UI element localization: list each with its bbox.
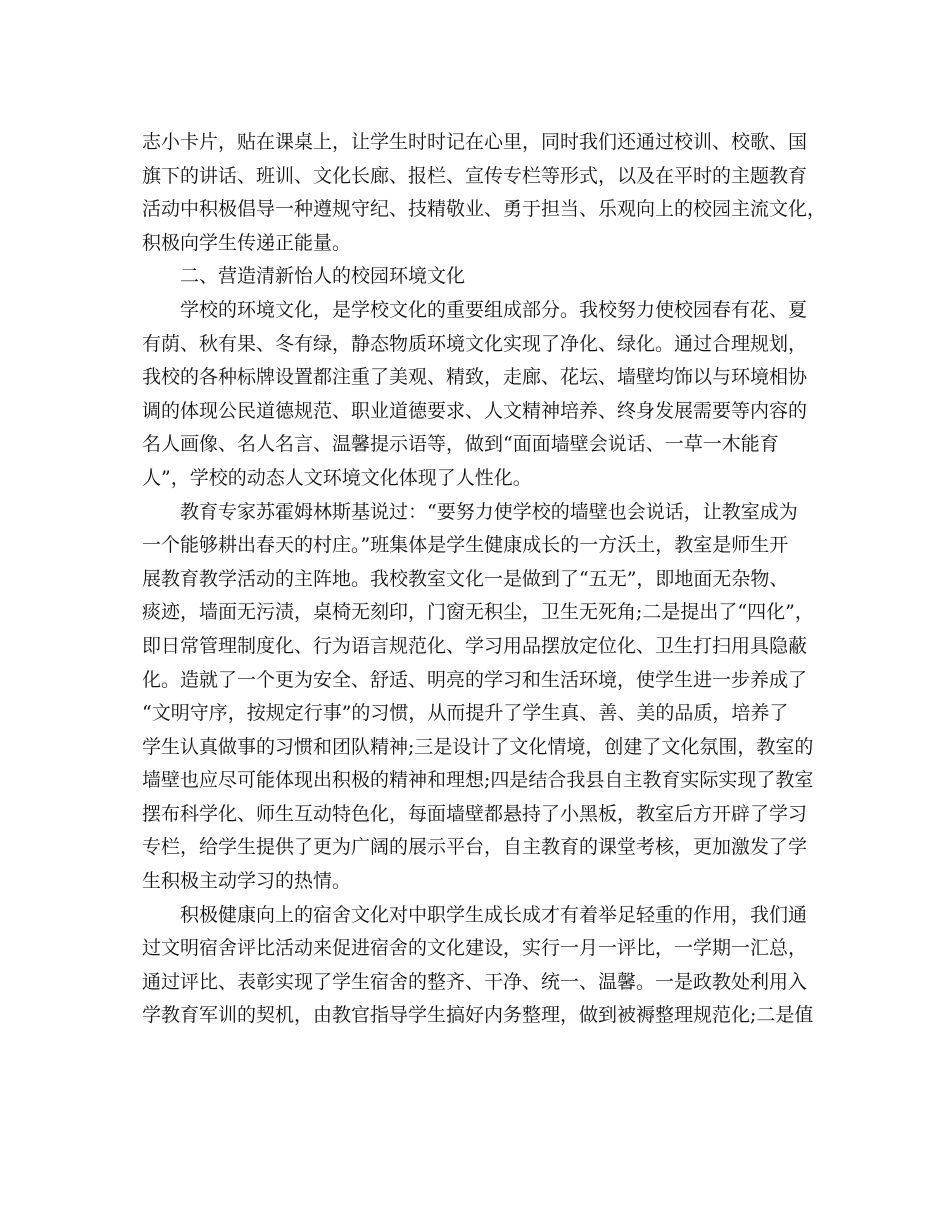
text-line: 即日常管理制度化、行为语言规范化、学习用品摆放定位化、卫生打扫用具隐蔽: [142, 634, 808, 657]
text-line: 过文明宿舍评比活动来促进宿舍的文化建设，实行一月一评比，一学期一汇总，: [142, 937, 808, 960]
text-line: 痰迹，墙面无污渍，桌椅无刻印，门窗无积尘，卫生无死角;二是提出了“四化”，: [142, 601, 814, 624]
text-line: 志小卡片，贴在课桌上，让学生时时记在心里，同时我们还通过校训、校歌、国: [142, 131, 808, 153]
text-line: 专栏，给学生提供了更为广阔的展示平台，自主教育的课堂考核，更加激发了学: [142, 836, 808, 859]
text-line: 学教育军训的契机，由教官指导学生搞好内务整理，做到被褥整理规范化;二是值: [142, 1004, 814, 1027]
text-line: 展教育教学活动的主阵地。我校教室文化一是做到了“五无”，即地面无杂物、: [142, 567, 789, 590]
text-line: 有荫、秋有果、冬有绿，静态物质环境文化实现了净化、绿化。通过合理规划，: [142, 332, 808, 355]
text-line: 生积极主动学习的热情。: [142, 870, 352, 893]
paragraph-dormitory-culture: [142, 899, 822, 1033]
text-line: “文明守序，按规定行事”的习惯，从而提升了学生真、善、美的品质，培养了: [142, 702, 789, 725]
paragraph-intro-continuation: [142, 126, 827, 260]
text-line: 一个能够耕出春天的村庄。”班集体是学生健康成长的一方沃土，教室是师生开: [142, 534, 789, 557]
section-heading-text: 二、营造清新怡人的校园环境文化: [180, 265, 466, 288]
text-line: 学校的环境文化，是学校文化的重要组成部分。我校努力使校园春有花、夏: [180, 298, 808, 321]
paragraph-environment-culture: [142, 294, 822, 496]
text-line: 摆布科学化、师生互动特色化，每面墙壁都悬持了小黑板，教室后方开辟了学习: [142, 802, 808, 825]
paragraph-classroom-culture: [142, 496, 822, 899]
text-line: 化。造就了一个更为安全、舒适、明亮的学习和生活环境，使学生进一步养成了: [142, 668, 808, 691]
section-heading: [142, 260, 822, 294]
text-line: 墙壁也应尽可能体现出积极的精神和理想;四是结合我县自主教育实际实现了教室: [142, 769, 814, 792]
text-line: 积极健康向上的宿舍文化对中职学生成长成才有着举足轻重的作用，我们通: [180, 903, 808, 926]
text-line: 通过评比、表彰实现了学生宿舍的整齐、干净、统一、温馨。一是政教处利用入: [142, 970, 808, 993]
text-line: 教育专家苏霍姆林斯基说过：“要努力使学校的墙壁也会说话，让教室成为: [180, 500, 798, 523]
text-line: 旗下的讲话、班训、文化长廊、报栏、宣传专栏等形式，以及在平时的主题教育: [142, 164, 808, 187]
text-line: 学生认真做事的习惯和团队精神;三是设计了文化情境，创建了文化氛围，教室的: [142, 735, 814, 758]
text-line: 活动中积极倡导一种遵规守纪、技精敬业、勇于担当、乐观向上的校园主流文化，: [142, 198, 827, 221]
text-line: 积极向学生传递正能量。: [142, 231, 352, 254]
body-text: [142, 126, 827, 1033]
text-line: 名人画像、名人名言、温馨提示语等，做到“面面墙壁会说话、一草一木能育: [142, 433, 779, 456]
text-line: 我校的各种标牌设置都注重了美观、精致，走廊、花坛、墙壁均饰以与环境相协: [142, 366, 808, 389]
text-line: 调的体现公民道德规范、职业道德要求、人文精神培养、终身发展需要等内容的: [142, 399, 808, 422]
text-line: 人”，学校的动态人文环境文化体现了人性化。: [142, 466, 532, 489]
